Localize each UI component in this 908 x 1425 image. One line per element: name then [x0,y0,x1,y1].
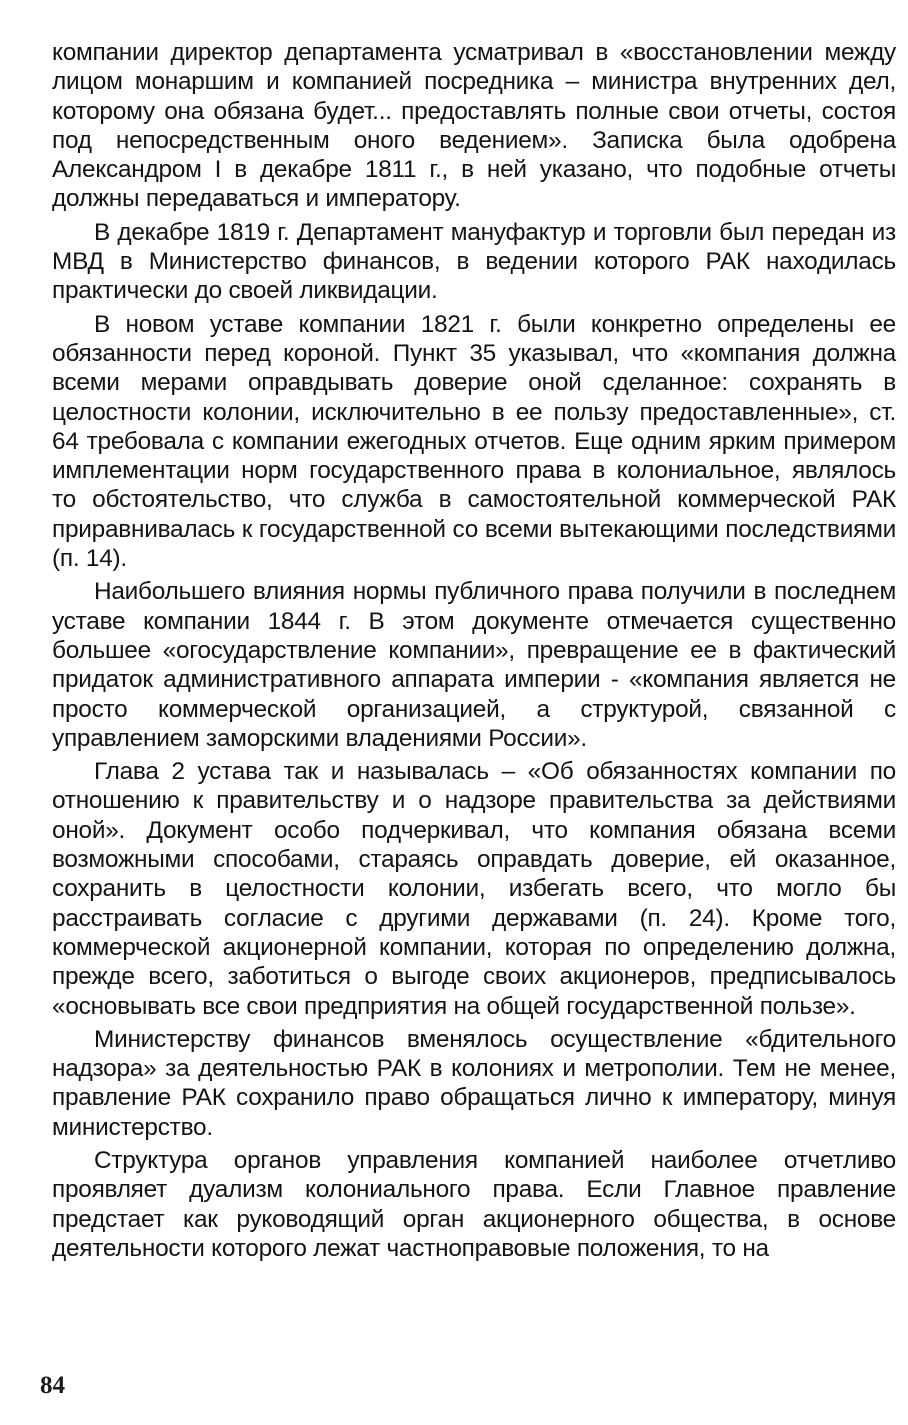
body-text [52,38,896,1267]
paragraph-ministry-supervision: Министерству финансов вменялось осуществление «бдительного надзора» за деятельностью РАК в колониях и метрополии. Тем не менее, правление РАК сохранило право обращаться лично к императору, минуя министерство. [52,1025,896,1141]
paragraph-1819: В декабре 1819 г. Департамент мануфактур и торговли был передан из МВД в Министерство финансов, в ведении которого РАК находилась практически до своей ликвидации. [52,218,896,305]
paragraph-chapter-2: Глава 2 устава так и называлась – «Об обязанностях компании по отношению к правительству и о надзоре правительства за действиями оной». Документ особо подчеркивал, что компания обязана всеми возможными способами, стараясь оправдать доверие, ей оказанное, сохранить в целостности колонии, избегать всего, что могло бы расстраивать согласие с другими державами (п. 24). Кроме того, коммерческой акционерной компании, которая по определению должна, прежде всего, заботиться о выгоде своих акционеров, предписывалось «основывать все свои предприятия на общей государственной пользе». [52,758,896,1020]
paragraph-1844-charter: Наибольшего влияния нормы публичного права получили в последнем уставе компании 1844 г. В этом документе отмечается существенно большее «огосударствление компании», превращение ее в фактический придаток административного аппарата империи - «компания является не просто коммерческой организацией, а структурой, связанной с управлением заморскими владениями России». [52,578,896,752]
page-number: 84 [40,1372,65,1399]
paragraph-governance-structure: Структура органов управления компанией наиболее отчетливо проявляет дуализм колониального права. Если Главное правление предстает как руководящий орган акционерного общества, в основе деятельности которого лежат частноправовые положения, то на [52,1146,896,1262]
paragraph-continuation: компании директор департамента усматривал в «восстановлении между лицом монаршим и компанией посредника – министра внутренних дел, которому она обязана будет... предоставлять полные свои отчеты, состоя под непосредственным оного ведением». Записка была одобрена Александром I в декабре 1811 г., в ней указано, что подобные отчеты должны передаваться и императору. [52,39,896,213]
paragraph-1821-charter: В новом уставе компании 1821 г. были конкретно определены ее обязанности перед короной. Пункт 35 указывал, что «компания должна всеми мерами оправдывать доверие оной сделанное: сохранять в целостности колонии, исключительно в ее пользу предоставленные», ст. 64 требовала с компании ежегодных отчетов. Еще одним ярким примером имплементации норм государственного права в колониальное, являлось то обстоятельство, что служба в самостоятельной коммерческой РАК приравнивалась к государственной со всеми вытекающими последствиями (п. 14). [52,310,896,573]
